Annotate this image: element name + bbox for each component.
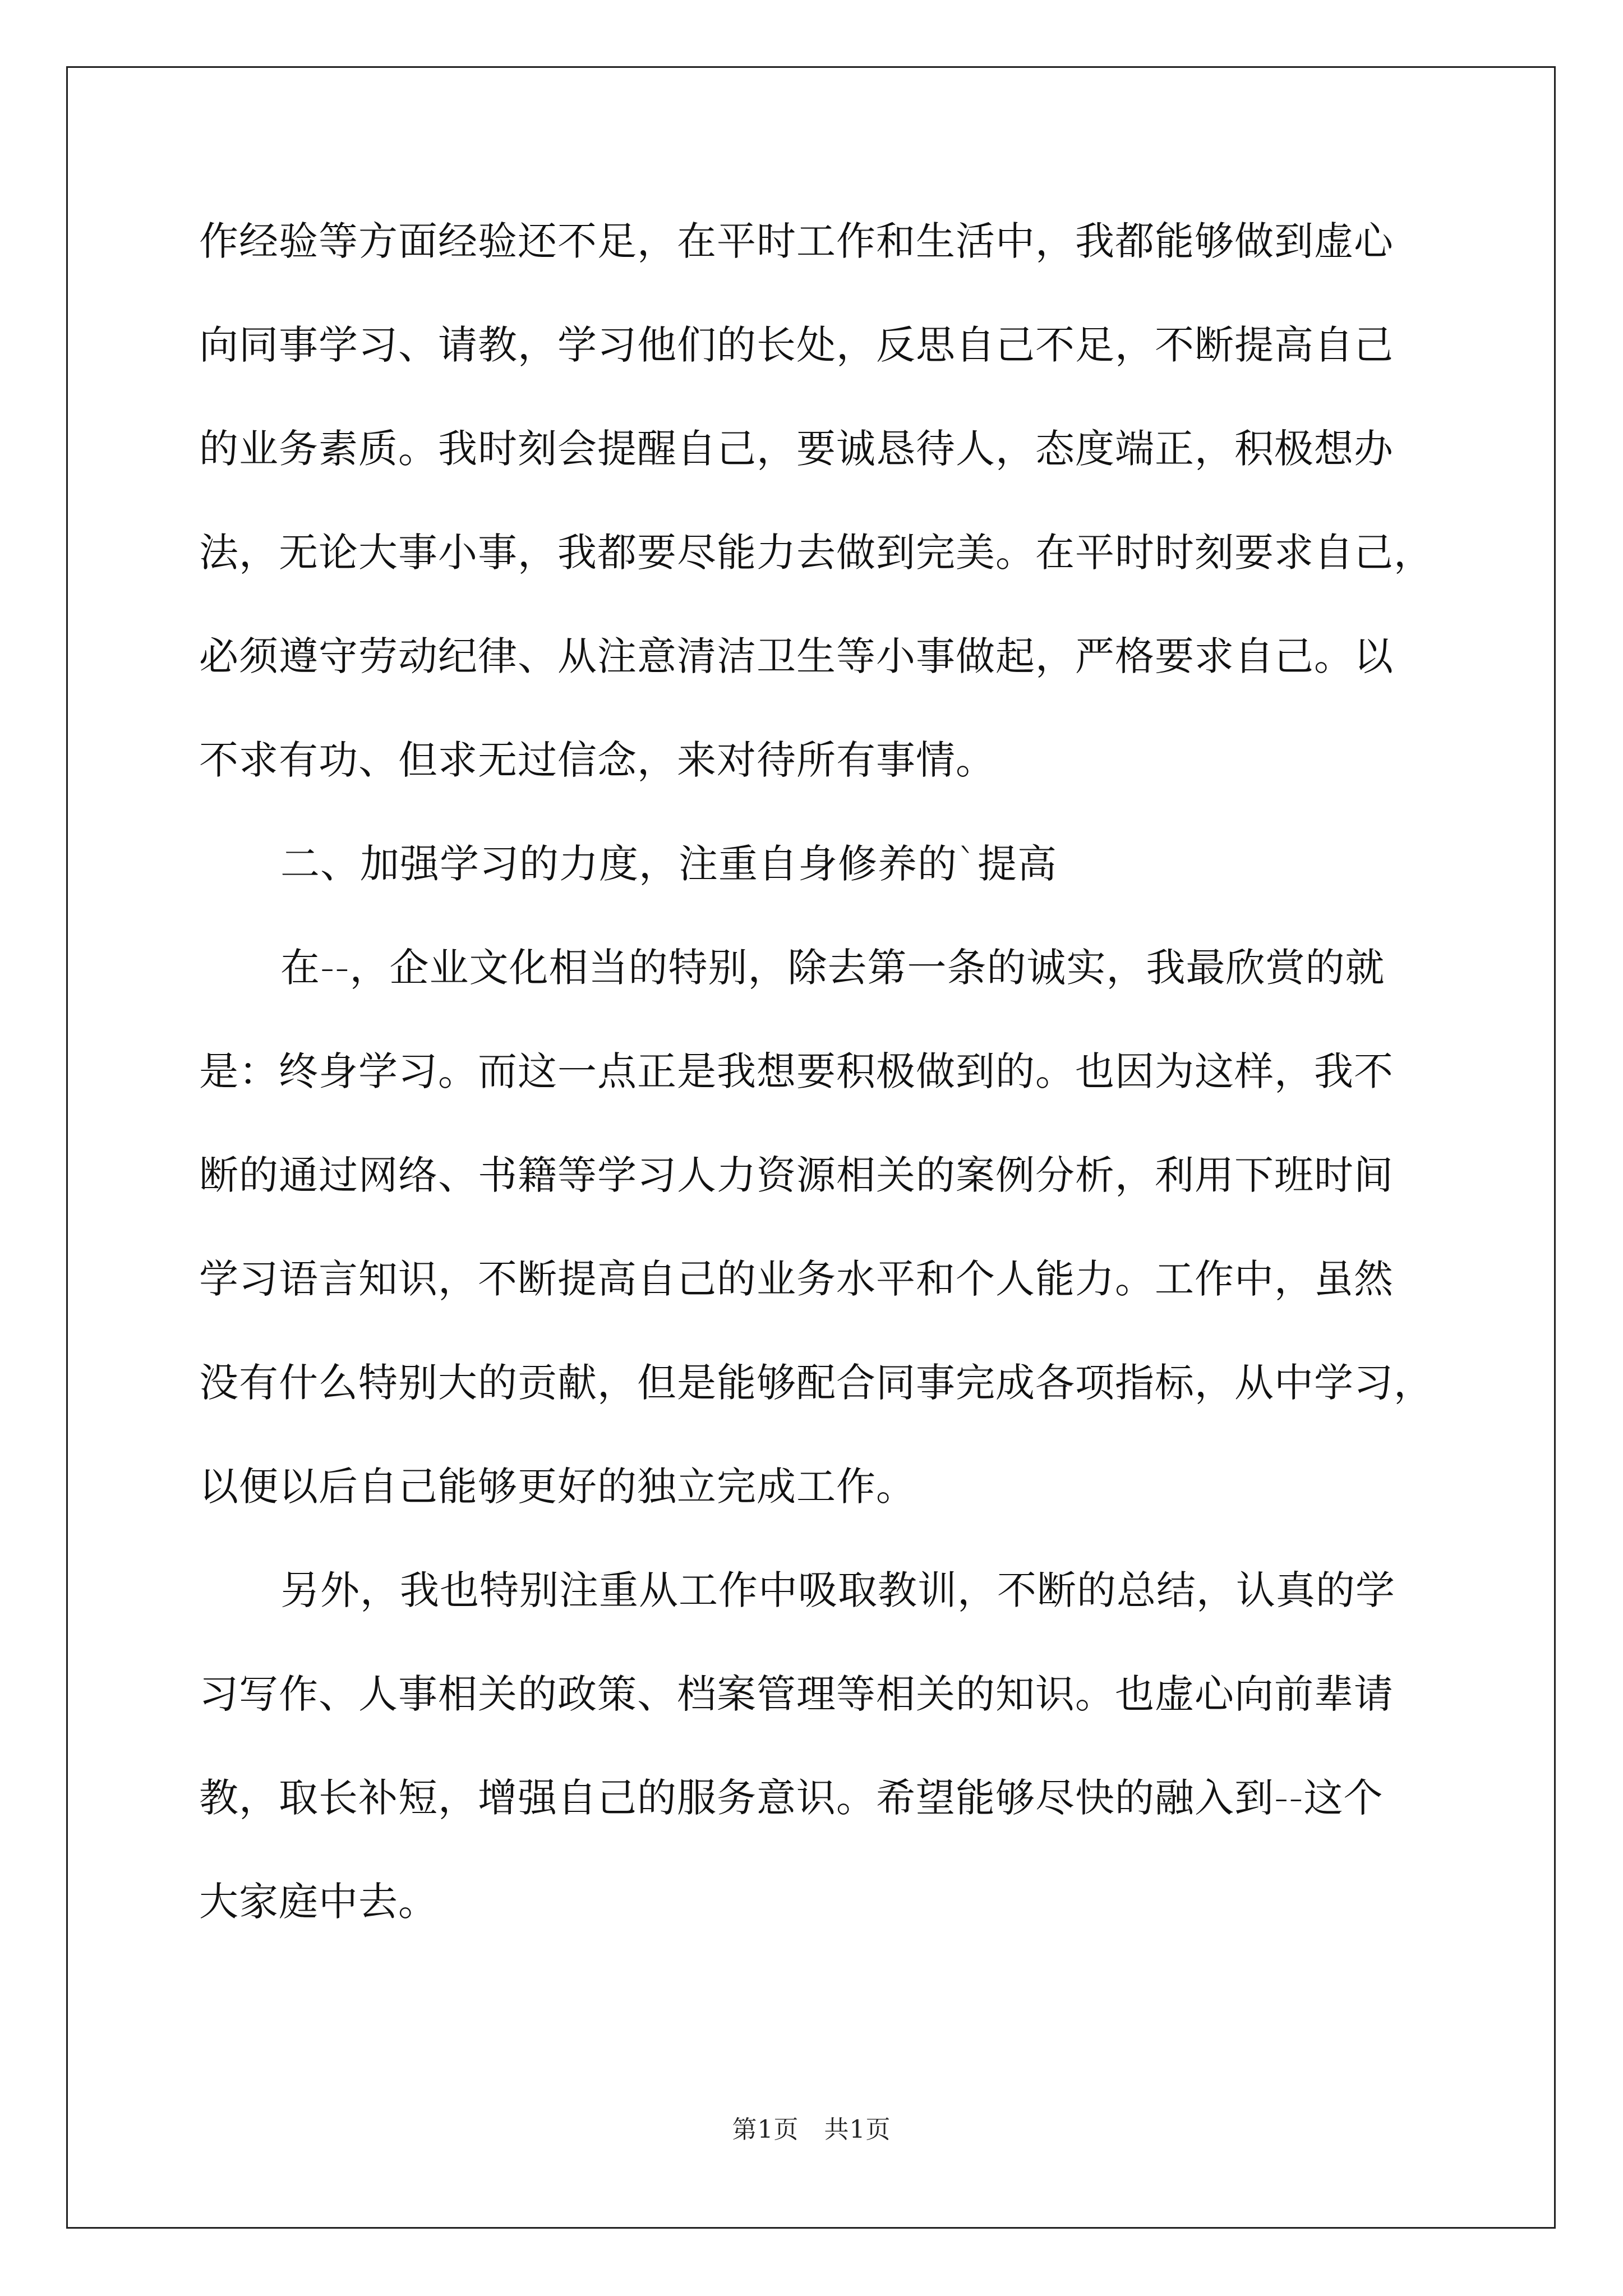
text-line: 在--，企业文化相当的特别，除去第一条的诚实，我最欣赏的就 <box>280 945 1385 991</box>
text-line: 的业务素质。我时刻会提醒自己，要诚恳待人，态度端正，积极想办 <box>199 426 1394 472</box>
text-line: 习写作、人事相关的政策、档案管理等相关的知识。也虚心向前辈请 <box>199 1671 1394 1717</box>
text-line: 断的通过网络、书籍等学习人力资源相关的案例分析，利用下班时间 <box>199 1152 1394 1198</box>
text-line: 没有什么特别大的贡献，但是能够配合同事完成各项指标，从中学习， <box>199 1360 1433 1406</box>
text-line: 作经验等方面经验还不足，在平时工作和生活中，我都能够做到虚心 <box>199 218 1394 264</box>
text-line: 学习语言知识，不断提高自己的业务水平和个人能力。工作中，虽然 <box>199 1256 1394 1302</box>
text-line: 向同事学习、请教，学习他们的长处，反思自己不足，不断提高自己 <box>199 322 1394 368</box>
page-total: 共1页 <box>824 2115 891 2144</box>
text-line: 另外，我也特别注重从工作中吸取教训，不断的总结，认真的学 <box>280 1567 1395 1613</box>
text-line: 教，取长补短，增强自己的服务意识。希望能够尽快的融入到--这个 <box>199 1775 1384 1821</box>
text-line: 必须遵守劳动纪律、从注意清洁卫生等小事做起，严格要求自己。以 <box>199 633 1394 679</box>
section-heading: 二、加强学习的力度，注重自身修养的`提高 <box>280 841 1057 887</box>
page-number: 第1页 <box>732 2115 799 2144</box>
text-line: 是：终身学习。而这一点正是我想要积极做到的。也因为这样，我不 <box>199 1048 1394 1094</box>
text-line: 大家庭中去。 <box>199 1879 438 1925</box>
text-line: 不求有功、但求无过信念，来对待所有事情。 <box>199 737 995 783</box>
page-footer <box>0 2109 1623 2145</box>
text-line: 法，无论大事小事，我都要尽能力去做到完美。在平时时刻要求自己， <box>199 530 1433 576</box>
text-line: 以便以后自己能够更好的独立完成工作。 <box>199 1464 916 1510</box>
